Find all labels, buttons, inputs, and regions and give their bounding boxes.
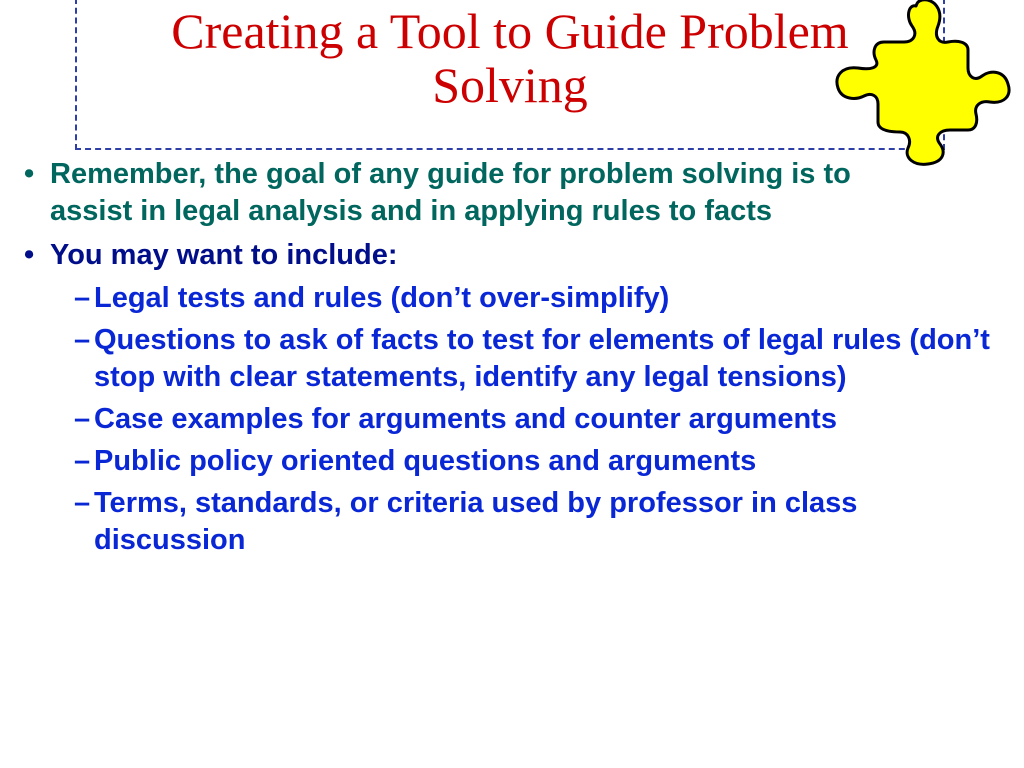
title-frame	[75, 0, 945, 150]
sub-bullet-item	[24, 401, 1009, 438]
sub-bullet-item	[24, 280, 1009, 317]
dash-marker: –	[74, 282, 91, 314]
slide-title	[77, 4, 943, 112]
dash-marker: –	[74, 403, 91, 435]
title-line-1: Creating a Tool to Guide Problem	[171, 3, 849, 59]
bullet-text: Remember, the goal of any guide for problem solving is to assist in legal analysis and in applying rules to facts	[50, 158, 851, 227]
slide-content	[24, 156, 1024, 564]
sub-bullet-list	[24, 280, 1024, 559]
sub-bullet-item	[24, 322, 1009, 396]
sub-bullet-text: Public policy oriented questions and arguments	[94, 445, 757, 477]
bullet-item	[24, 156, 930, 230]
title-line-2: Solving	[432, 57, 588, 113]
sub-bullet-text: Terms, standards, or criteria used by professor in class discussion	[94, 487, 858, 556]
bullet-marker: •	[24, 158, 35, 190]
puzzle-piece-icon	[828, 0, 1024, 168]
sub-bullet-text: Case examples for arguments and counter arguments	[94, 403, 837, 435]
dash-marker: –	[74, 487, 91, 519]
bullet-marker: •	[24, 239, 35, 271]
sub-bullet-item	[24, 443, 1009, 480]
dash-marker: –	[74, 445, 91, 477]
sub-bullet-text: Questions to ask of facts to test for elements of legal rules (don’t stop with clear statements, identify any legal tensions)	[94, 324, 990, 393]
sub-bullet-text: Legal tests and rules (don’t over-simplify)	[94, 282, 670, 314]
sub-bullet-item	[24, 485, 1009, 559]
dash-marker: –	[74, 324, 91, 356]
bullet-text: You may want to include:	[50, 239, 398, 271]
bullet-item	[24, 237, 1024, 274]
